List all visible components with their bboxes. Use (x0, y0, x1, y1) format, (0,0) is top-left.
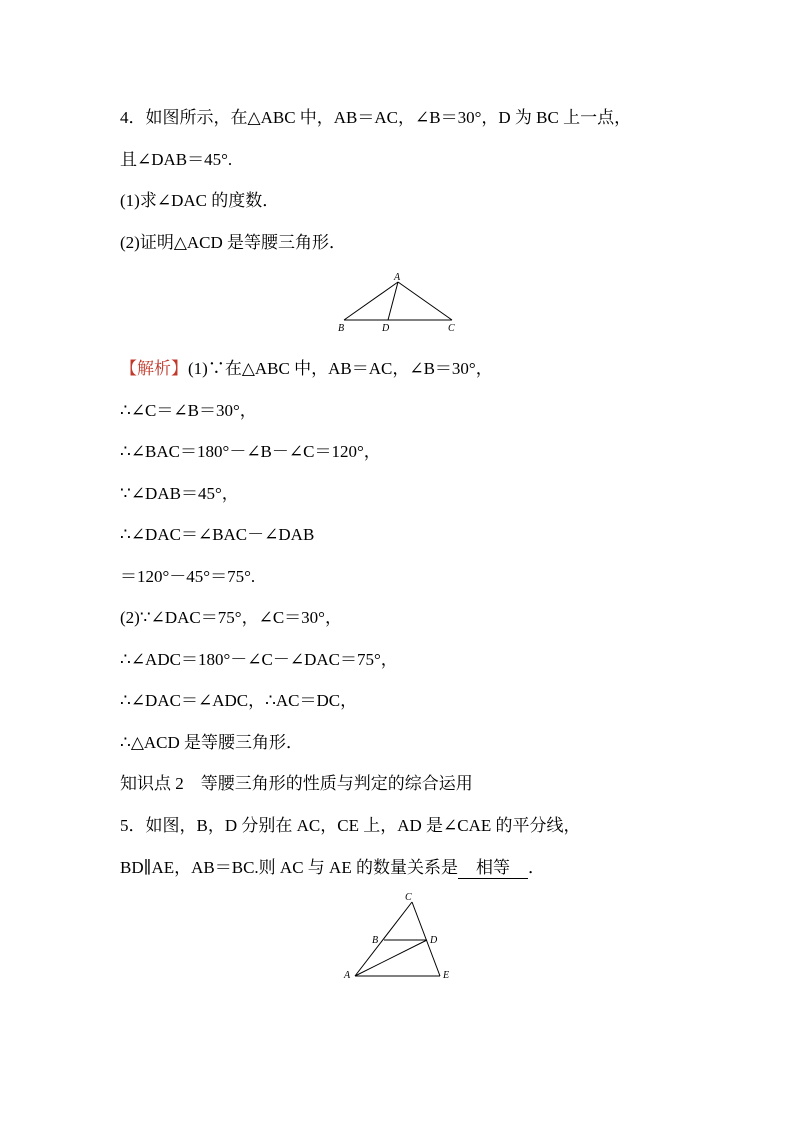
solution-line-9: ∴∠DAC＝∠ADC，∴AC＝DC， (120, 691, 358, 710)
solution-line-7: (2)∵∠DAC＝75°，∠C＝30°， (120, 608, 342, 627)
solution-line-4: ∵∠DAB＝45°， (120, 484, 239, 503)
solution-line-8: ∴∠ADC＝180°－∠C－∠DAC＝75°， (120, 650, 398, 669)
label-a: A (344, 970, 351, 981)
q5-triangle-figure (340, 888, 460, 988)
label-d: D (382, 323, 390, 334)
solution-line-2: ∴∠C＝∠B＝30°， (120, 401, 257, 420)
segment-ac (355, 902, 412, 976)
q4-part-2: (2)证明△ACD 是等腰三角形． (120, 233, 347, 252)
label-a: A (394, 272, 401, 283)
q5-statement-line-1: 5．如图，B，D 分别在 AC，CE 上，AD 是∠CAE 的平分线， (120, 816, 581, 835)
q4-part-1: (1)求∠DAC 的度数． (120, 191, 280, 210)
solution-line-5: ∴∠DAC＝∠BAC－∠DAB (120, 525, 315, 544)
solution-line-6: ＝120°－45°＝75°. (120, 567, 256, 586)
label-b: B (372, 935, 379, 946)
label-c: C (405, 892, 412, 903)
segment-ac (398, 282, 452, 320)
label-c: C (448, 323, 455, 334)
q5-line-2-suffix: ． (527, 858, 545, 877)
label-b: B (338, 323, 345, 334)
solution-line-1-text: (1)∵在△ABC 中，AB＝AC，∠B＝30°， (188, 359, 493, 378)
segment-ad (355, 940, 427, 976)
q4-statement-line-1: 4．如图所示，在△ABC 中，AB＝AC，∠B＝30°，D 为 BC 上一点， (120, 108, 632, 127)
q5-answer-blank: 相等 (458, 858, 528, 879)
q5-statement-line-2 (120, 857, 545, 879)
q4-statement-line-2: 且∠DAB＝45°. (120, 150, 233, 169)
solution-line-10: ∴△ACD 是等腰三角形． (120, 733, 304, 752)
solution-tag: 【解析】 (120, 359, 188, 378)
solution-line-3: ∴∠BAC＝180°－∠B－∠C＝120°， (120, 442, 381, 461)
q5-line-2-prefix: BD∥AE，AB＝BC.则 AC 与 AE 的数量关系是 (120, 858, 458, 877)
label-d: D (430, 935, 438, 946)
solution-line-1 (120, 358, 493, 380)
label-e: E (443, 970, 450, 981)
section-heading: 知识点 2 等腰三角形的性质与判定的综合运用 (120, 774, 473, 793)
q4-triangle-figure (330, 268, 470, 338)
